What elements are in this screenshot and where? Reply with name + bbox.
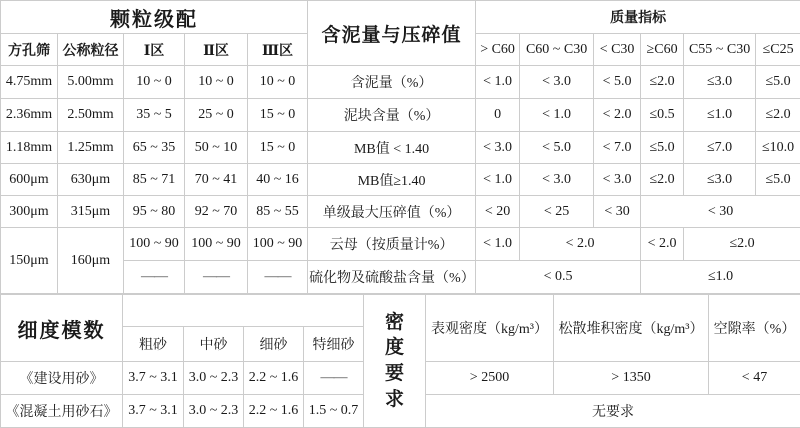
col-header-apparent-density: 表观密度（kg/m³） <box>426 295 554 362</box>
quality-value-cell: ≤7.0 <box>684 132 756 164</box>
density-value-cell: < 47 <box>709 362 800 395</box>
zone3-cell: 40 ~ 16 <box>248 164 308 196</box>
col-header-gtC60: > C60 <box>476 34 520 66</box>
quality-value-cell: < 5.0 <box>520 132 594 164</box>
quality-indicators-title: 质量指标 <box>476 1 800 34</box>
density-value-cell: > 2500 <box>426 362 554 395</box>
fineness-value-cell: 3.0 ~ 2.3 <box>184 395 244 428</box>
sieve-size-cell: 150μm <box>1 228 58 294</box>
quality-value-cell: < 7.0 <box>594 132 641 164</box>
quality-value-cell: ≤2.0 <box>756 99 800 132</box>
zone2-cell: 70 ~ 41 <box>185 164 248 196</box>
quality-value-cell: < 1.0 <box>520 99 594 132</box>
fineness-density-table <box>0 294 800 428</box>
zone2-cell: 92 ~ 70 <box>185 196 248 228</box>
quality-value-cell: ≤5.0 <box>641 132 684 164</box>
quality-value-cell: < 1.0 <box>476 66 520 99</box>
zone2-cell: 50 ~ 10 <box>185 132 248 164</box>
quality-value-cell: ≤1.0 <box>684 99 756 132</box>
zone1-cell: —— <box>124 261 185 294</box>
sieve-size-cell: 2.36mm <box>1 99 58 132</box>
zone3-cell: —— <box>248 261 308 294</box>
quality-value-cell-merged: < 30 <box>641 196 800 228</box>
quality-value-cell: < 30 <box>594 196 641 228</box>
fineness-value-cell: 3.0 ~ 2.3 <box>184 362 244 395</box>
col-header-extra-fine-sand: 特细砂 <box>304 327 364 362</box>
quality-value-cell: < 1.0 <box>476 164 520 196</box>
sieve-size-cell: 300μm <box>1 196 58 228</box>
zone1-cell: 100 ~ 90 <box>124 228 185 261</box>
quality-value-cell: < 3.0 <box>594 164 641 196</box>
col-header-sieve: 方孔筛 <box>1 34 58 66</box>
nominal-size-cell: 5.00mm <box>58 66 124 99</box>
col-header-medium-sand: 中砂 <box>184 327 244 362</box>
zone2-cell: 10 ~ 0 <box>185 66 248 99</box>
zone3-cell: 100 ~ 90 <box>248 228 308 261</box>
fineness-value-cell: 2.2 ~ 1.6 <box>244 395 304 428</box>
zone2-cell: 100 ~ 90 <box>185 228 248 261</box>
nominal-size-cell: 1.25mm <box>58 132 124 164</box>
fineness-value-cell: —— <box>304 362 364 395</box>
col-header-fine-sand: 细砂 <box>244 327 304 362</box>
fineness-row-label: 《混凝土用砂石》 <box>1 395 123 428</box>
col-header-C60-C30: C60 ~ C30 <box>520 34 594 66</box>
quality-value-cell: 0 <box>476 99 520 132</box>
quality-value-cell: < 2.0 <box>641 228 684 261</box>
quality-value-cell: < 3.0 <box>520 164 594 196</box>
nominal-size-cell: 2.50mm <box>58 99 124 132</box>
quality-row-label: 硫化物及硫酸盐含量（%） <box>308 261 476 294</box>
col-header-zone2: Ⅱ区 <box>185 34 248 66</box>
quality-value-cell: < 3.0 <box>520 66 594 99</box>
col-header-C55-C30: C55 ~ C30 <box>684 34 756 66</box>
col-header-void-ratio: 空隙率（%） <box>709 295 800 362</box>
zone2-cell: 25 ~ 0 <box>185 99 248 132</box>
quality-value-cell: ≤2.0 <box>641 164 684 196</box>
zone1-cell: 85 ~ 71 <box>124 164 185 196</box>
fineness-value-cell: 2.2 ~ 1.6 <box>244 362 304 395</box>
empty-cell <box>123 295 364 327</box>
quality-value-cell: ≤3.0 <box>684 164 756 196</box>
col-header-geC60: ≥C60 <box>641 34 684 66</box>
col-header-nominal: 公称粒径 <box>58 34 124 66</box>
quality-row-label: 单级最大压碎值（%） <box>308 196 476 228</box>
fineness-value-cell: 3.7 ~ 3.1 <box>123 395 184 428</box>
quality-value-cell: < 1.0 <box>476 228 520 261</box>
quality-value-cell: < 25 <box>520 196 594 228</box>
fineness-value-cell: 3.7 ~ 3.1 <box>123 362 184 395</box>
quality-row-label: 云母（按质量计%） <box>308 228 476 261</box>
quality-value-cell: ≤0.5 <box>641 99 684 132</box>
zone2-cell: —— <box>185 261 248 294</box>
zone1-cell: 65 ~ 35 <box>124 132 185 164</box>
quality-value-cell: < 20 <box>476 196 520 228</box>
quality-row-label: 泥块含量（%） <box>308 99 476 132</box>
density-title: 密度要求 <box>364 295 426 428</box>
zone1-cell: 35 ~ 5 <box>124 99 185 132</box>
zone3-cell: 15 ~ 0 <box>248 132 308 164</box>
nominal-size-cell: 630μm <box>58 164 124 196</box>
density-no-requirement-cell: 无要求 <box>426 395 800 428</box>
fineness-value-cell: 1.5 ~ 0.7 <box>304 395 364 428</box>
quality-value-cell: ≤5.0 <box>756 66 800 99</box>
col-header-zone3: Ⅲ区 <box>248 34 308 66</box>
quality-value-cell: ≤2.0 <box>641 66 684 99</box>
sieve-size-cell: 4.75mm <box>1 66 58 99</box>
fineness-row-label: 《建设用砂》 <box>1 362 123 395</box>
zone3-cell: 15 ~ 0 <box>248 99 308 132</box>
col-header-zone1: Ⅰ区 <box>124 34 185 66</box>
quality-value-cell: ≤10.0 <box>756 132 800 164</box>
zone3-cell: 10 ~ 0 <box>248 66 308 99</box>
quality-value-cell: < 5.0 <box>594 66 641 99</box>
quality-value-cell-merged: < 0.5 <box>476 261 641 294</box>
zone1-cell: 10 ~ 0 <box>124 66 185 99</box>
sieve-size-cell: 600μm <box>1 164 58 196</box>
quality-value-cell: ≤3.0 <box>684 66 756 99</box>
zone1-cell: 95 ~ 80 <box>124 196 185 228</box>
col-header-coarse-sand: 粗砂 <box>123 327 184 362</box>
col-header-leC25: ≤C25 <box>756 34 800 66</box>
col-header-bulk-density: 松散堆积密度（kg/m³） <box>554 295 709 362</box>
quality-value-cell: < 2.0 <box>594 99 641 132</box>
nominal-size-cell: 315μm <box>58 196 124 228</box>
gradation-title: 颗粒级配 <box>1 1 308 34</box>
quality-value-cell-merged: ≤1.0 <box>641 261 800 294</box>
quality-value-cell: < 3.0 <box>476 132 520 164</box>
quality-section-title: 含泥量与压碎值 <box>308 1 476 66</box>
density-value-cell: > 1350 <box>554 362 709 395</box>
col-header-ltC30: < C30 <box>594 34 641 66</box>
quality-value-cell-merged: ≤2.0 <box>684 228 800 261</box>
quality-row-label: 含泥量（%） <box>308 66 476 99</box>
quality-value-cell: ≤5.0 <box>756 164 800 196</box>
zone3-cell: 85 ~ 55 <box>248 196 308 228</box>
nominal-size-cell: 160μm <box>58 228 124 294</box>
fineness-title: 细度模数 <box>1 295 123 362</box>
quality-row-label: MB值 < 1.40 <box>308 132 476 164</box>
quality-value-cell-merged: < 2.0 <box>520 228 641 261</box>
quality-row-label: MB值≥1.40 <box>308 164 476 196</box>
sieve-size-cell: 1.18mm <box>1 132 58 164</box>
